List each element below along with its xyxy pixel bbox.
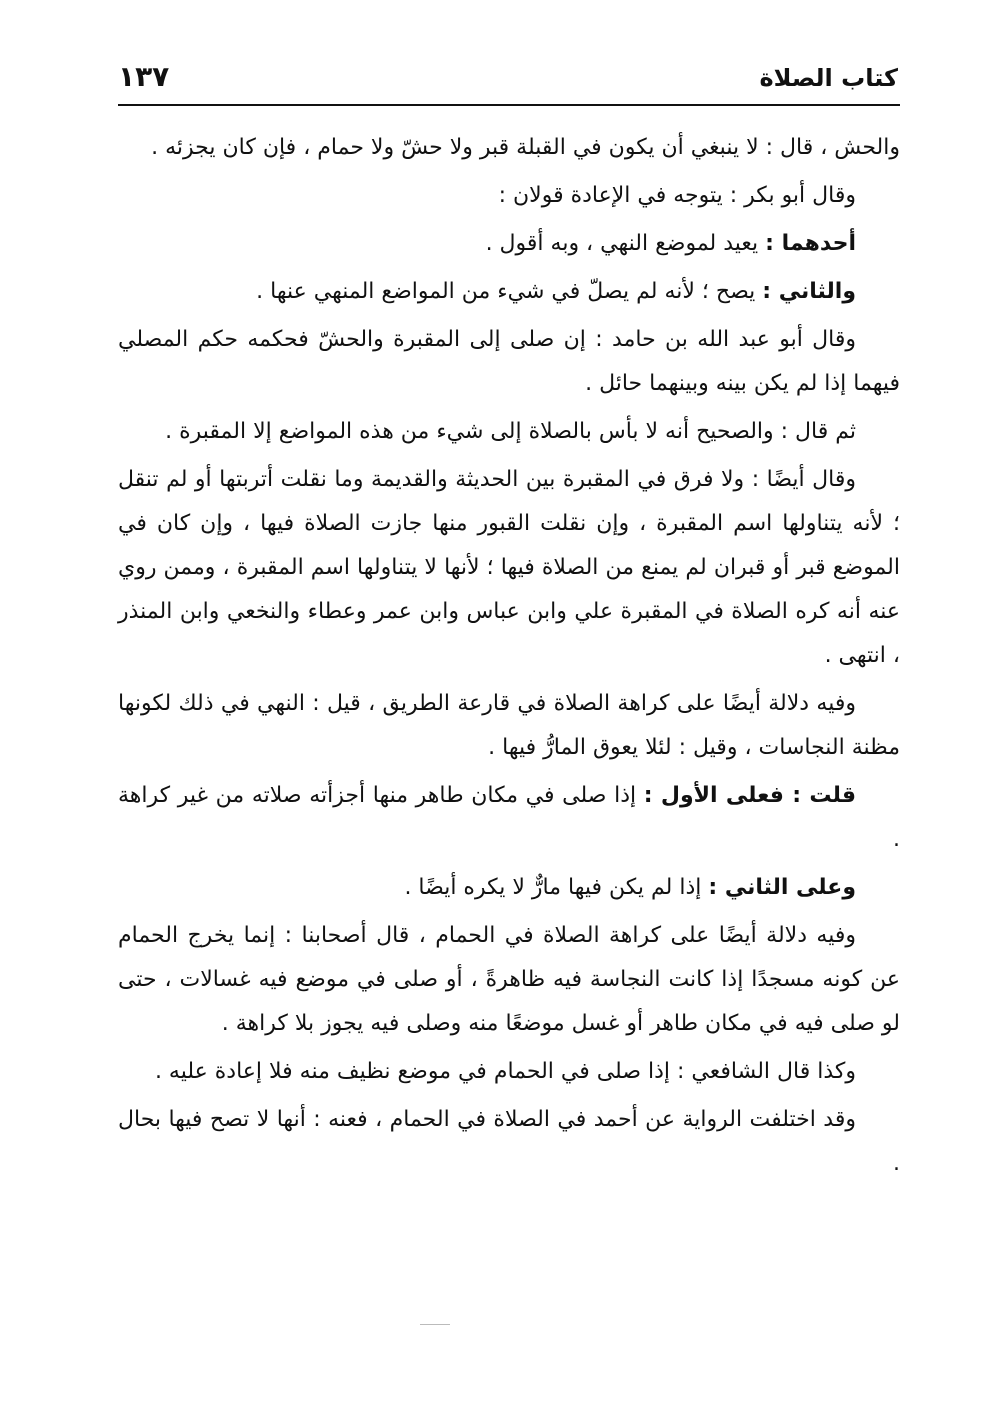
page-header	[118, 50, 900, 106]
page-number: ١٣٧	[118, 60, 170, 93]
paragraph-12	[118, 1050, 900, 1094]
paragraph-2-text: وقال أبو بكر : يتوجه في الإعادة قولان :	[498, 183, 856, 208]
header-rule	[118, 104, 900, 106]
paragraph-4-text: يصح ؛ لأنه لم يصلّ في شيء من المواضع المنهي عنها .	[256, 279, 763, 304]
paragraph-13-text: وقد اختلفت الرواية عن أحمد في الصلاة في الحمام ، فعنه : أنها لا تصح فيها بحال .	[118, 1107, 900, 1176]
paragraph-7-text: وقال أيضًا : ولا فرق في المقبرة بين الحديثة والقديمة وما نقلت أتربتها أو لم تنقل ؛ لأنه يتناولها اسم المقبرة ، وإن نقلت القبور منها جازت الصلاة فيها ، وإن كان في الموضع قبر أو قبران لم يمنع من الصلاة فيها ؛ لأنها لا يتناولها اسم المقبرة ، وممن روي عنه أنه كره الصلاة في المقبرة علي وابن عباس وابن عمر وعطاء والنخعي وابن المنذر ، انتهى .	[118, 467, 900, 668]
paragraph-5	[118, 318, 900, 406]
book-page	[118, 50, 900, 1390]
paragraph-11-text: وفيه دلالة أيضًا على كراهة الصلاة في الحمام ، قال أصحابنا : إنما يخرج الحمام عن كونه مسجدًا إذا كانت النجاسة فيه ظاهرةً ، أو صلى في موضع فيه غسالات ، حتى لو صلى فيه في مكان طاهر أو غسل موضعًا منه وصلى فيه يجوز بلا كراهة .	[118, 923, 900, 1036]
paragraph-3-text: يعيد لموضع النهي ، وبه أقول .	[485, 231, 766, 256]
paragraph-9-lead: قلت : فعلى الأول :	[643, 783, 857, 808]
paragraph-5-text: وقال أبو عبد الله بن حامد : إن صلى إلى المقبرة والحشّ فحكمه حكم المصلي فيهما إذا لم يكن بينه وبينهما حائل .	[118, 327, 900, 396]
chapter-title: كتاب الصلاة	[759, 64, 898, 92]
paragraph-1	[118, 126, 900, 170]
paragraph-12-text: وكذا قال الشافعي : إذا صلى في الحمام في موضع نظيف منه فلا إعادة عليه .	[154, 1059, 856, 1084]
paragraph-4	[118, 270, 900, 314]
footer-mark	[420, 1324, 450, 1325]
paragraph-10-lead: وعلى الثاني :	[708, 875, 856, 900]
page-body	[118, 126, 900, 1186]
paragraph-1-text: والحش ، قال : لا ينبغي أن يكون في القبلة قبر ولا حشّ ولا حمام ، فإن كان يجزئه .	[151, 135, 900, 160]
paragraph-10-text: إذا لم يكن فيها مارٌّ لا يكره أيضًا .	[404, 875, 709, 900]
paragraph-7	[118, 458, 900, 678]
paragraph-8-text: وفيه دلالة أيضًا على كراهة الصلاة في قارعة الطريق ، قيل : النهي في ذلك لكونها مظنة النجاسات ، وقيل : لئلا يعوق المارُّ فيها .	[118, 691, 900, 760]
paragraph-9	[118, 774, 900, 862]
paragraph-13	[118, 1098, 900, 1186]
paragraph-9-text: إذا صلى في مكان طاهر منها أجزأته صلاته من غير كراهة .	[118, 783, 900, 852]
paragraph-6-text: ثم قال : والصحيح أنه لا بأس بالصلاة إلى شيء من هذه المواضع إلا المقبرة .	[165, 419, 856, 444]
paragraph-6	[118, 410, 900, 454]
paragraph-2	[118, 174, 900, 218]
paragraph-11	[118, 914, 900, 1046]
paragraph-3	[118, 222, 900, 266]
paragraph-8	[118, 682, 900, 770]
paragraph-10	[118, 866, 900, 910]
paragraph-3-lead: أحدهما :	[765, 231, 856, 256]
paragraph-4-lead: والثاني :	[762, 279, 856, 304]
